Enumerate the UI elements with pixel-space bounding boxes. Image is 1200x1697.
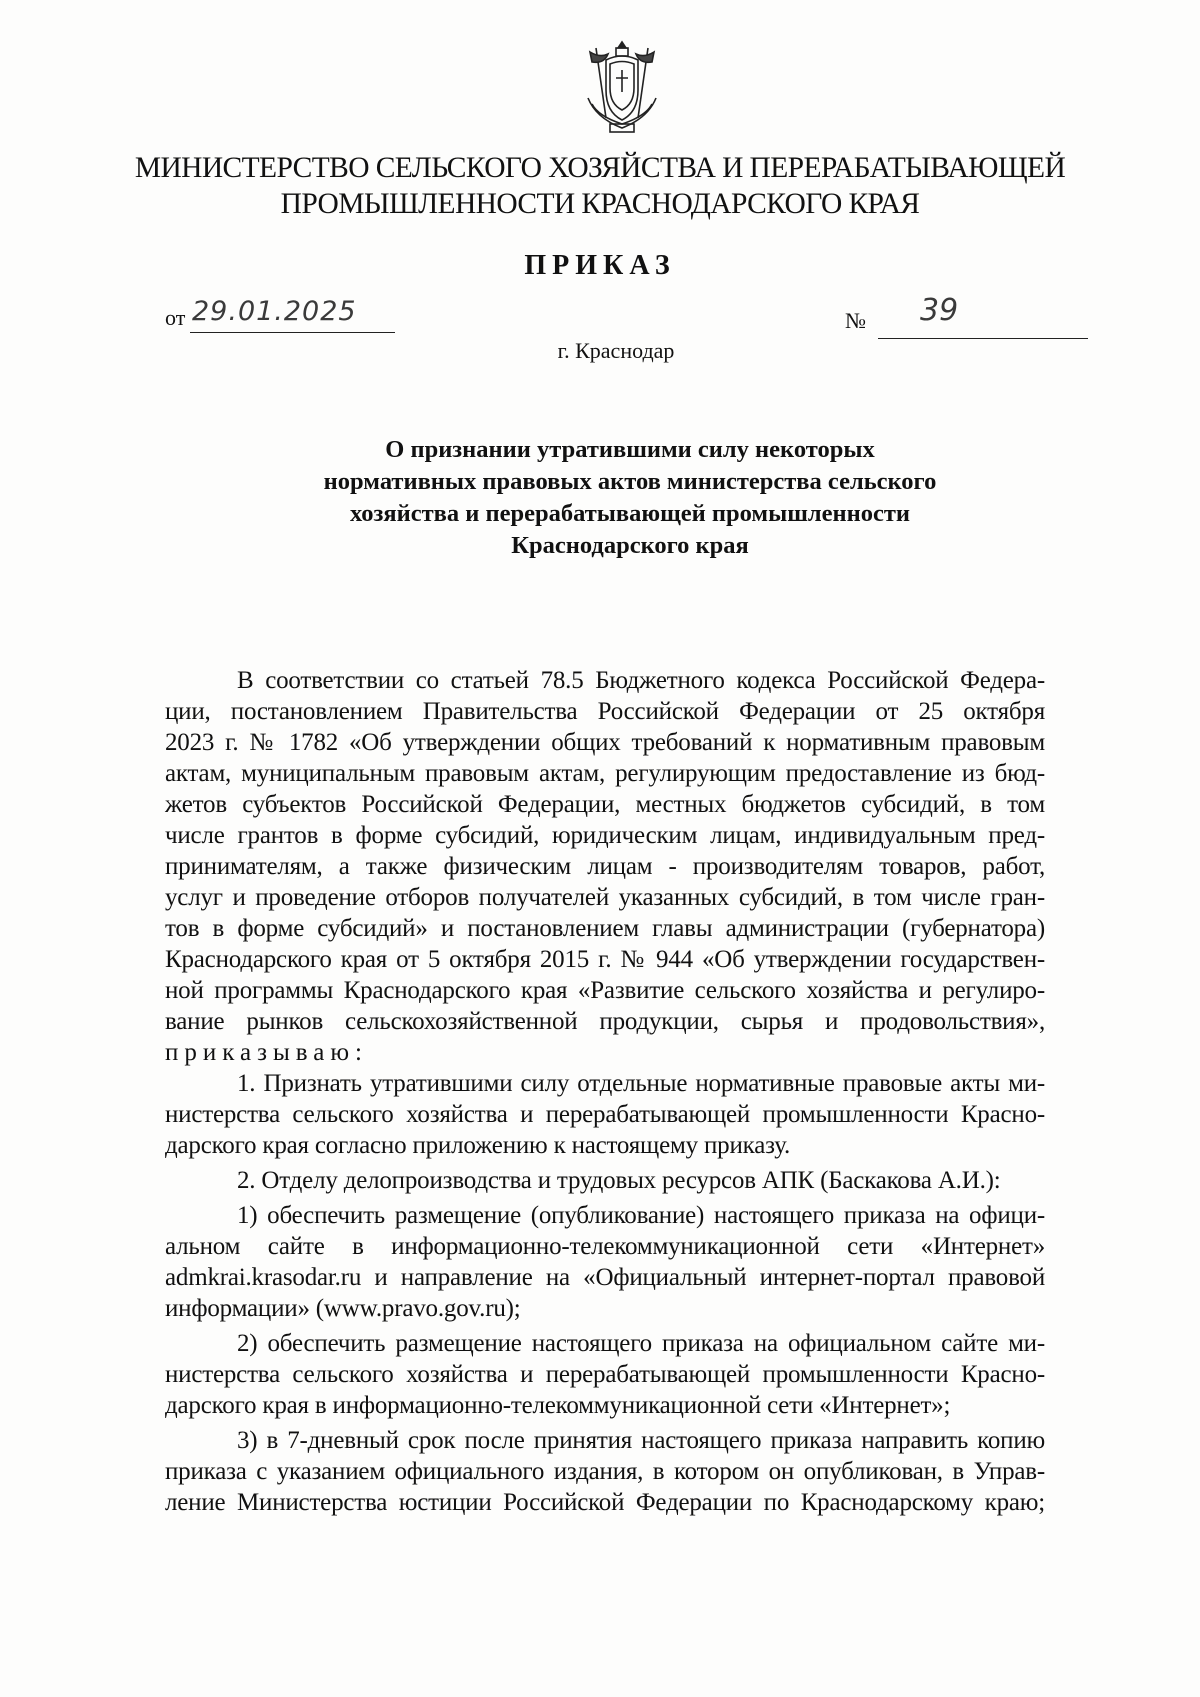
document-type: ПРИКАЗ xyxy=(524,250,676,281)
ministry-name-line2: ПРОМЫШЛЕННОСТИ КРАСНОДАРСКОГО КРАЯ xyxy=(280,188,920,220)
item-2-3-line: 3) в 7-дневный срок после принятия настоящего приказа направить копию xyxy=(237,1427,1045,1454)
item-2-2-line: нистерства сельского хозяйства и перерабатывающей промышленности Красно- xyxy=(165,1361,1045,1388)
item-1-line: дарского края согласно приложению к настоящему приказу. xyxy=(165,1132,791,1159)
date-underline xyxy=(190,332,395,333)
date-prefix: от xyxy=(165,305,186,330)
body-line: ной программы Краснодарского края «Развитие сельского хозяйства и регулиро- xyxy=(165,977,1045,1004)
document-date: 29.01.2025 xyxy=(192,296,357,327)
number-prefix: № xyxy=(845,308,866,333)
body-line: вание рынков сельскохозяйственной продукции, сырья и продовольствия», xyxy=(165,1008,1045,1035)
subject-line: хозяйства и перерабатывающей промышленности xyxy=(349,500,911,527)
document-number: 39 xyxy=(920,293,959,328)
item-2-1-line: admkrai.krasodar.ru и направление на «Официальный интернет-портал правовой xyxy=(165,1264,1045,1291)
ministry-name xyxy=(120,150,1080,222)
subject-line: нормативных правовых актов министерства сельского xyxy=(323,468,937,495)
body-line: В соответствии со статьей 78.5 Бюджетного кодекса Российской Федера- xyxy=(237,667,1045,694)
item-2-1-line: 1) обеспечить размещение (опубликование) настоящего приказа на офици- xyxy=(237,1202,1045,1229)
item-2-2-line: дарского края в информационно-телекоммуникационной сети «Интернет»; xyxy=(165,1392,951,1419)
document-subject xyxy=(200,434,1060,562)
item-1-line: 1. Признать утратившими силу отдельные нормативные правовые акты ми- xyxy=(237,1070,1045,1097)
item-2-2-line: 2) обеспечить размещение настоящего приказа на официальном сайте ми- xyxy=(237,1330,1045,1357)
subject-line: О признании утратившими силу некоторых xyxy=(385,436,875,463)
document-body xyxy=(165,665,1045,1518)
body-line: жетов субъектов Российской Федерации, местных бюджетов субсидий, в том xyxy=(165,791,1045,818)
body-line: числе грантов в форме субсидий, юридическим лицам, индивидуальным пред- xyxy=(165,822,1045,849)
body-line: принимателям, а также физическим лицам - производителям товаров, работ, xyxy=(165,853,1045,880)
item-2-intro: 2. Отделу делопроизводства и трудовых ресурсов АПК (Баскакова А.И.): xyxy=(237,1167,1001,1194)
body-line: Краснодарского края от 5 октября 2015 г. № 944 «Об утверждении государствен- xyxy=(165,946,1045,973)
body-line: актам, муниципальным правовым актам, регулирующим предоставление из бюд- xyxy=(165,760,1045,787)
coat-of-arms-icon xyxy=(576,38,668,138)
item-2-1-line: информации» (www.pravo.gov.ru); xyxy=(165,1295,521,1322)
ministry-name-line1: МИНИСТЕРСТВО СЕЛЬСКОГО ХОЗЯЙСТВА И ПЕРЕРАБАТЫВАЮЩЕЙ xyxy=(134,152,1066,184)
body-line: 2023 г. № 1782 «Об утверждении общих требований к нормативным правовым xyxy=(165,729,1045,756)
city: г. Краснодар xyxy=(557,338,675,363)
item-1-line: нистерства сельского хозяйства и перерабатывающей промышленности Красно- xyxy=(165,1101,1045,1128)
body-line: ции, постановлением Правительства Российской Федерации от 25 октября xyxy=(165,698,1045,725)
body-line: тов в форме субсидий» и постановлением главы администрации (губернатора) xyxy=(165,915,1045,942)
item-2-3-line: ление Министерства юстиции Российской Федерации по Краснодарскому краю; xyxy=(165,1489,1045,1516)
subject-line: Краснодарского края xyxy=(511,532,749,559)
order-word: приказываю: xyxy=(165,1039,368,1066)
item-2-1-line: альном сайте в информационно-телекоммуникационной сети «Интернет» xyxy=(165,1233,1045,1260)
body-line: услуг и проведение отборов получателей указанных субсидий, в том числе гран- xyxy=(165,884,1045,911)
item-2-3-line: приказа с указанием официального издания, в котором он опубликован, в Управ- xyxy=(165,1458,1045,1485)
